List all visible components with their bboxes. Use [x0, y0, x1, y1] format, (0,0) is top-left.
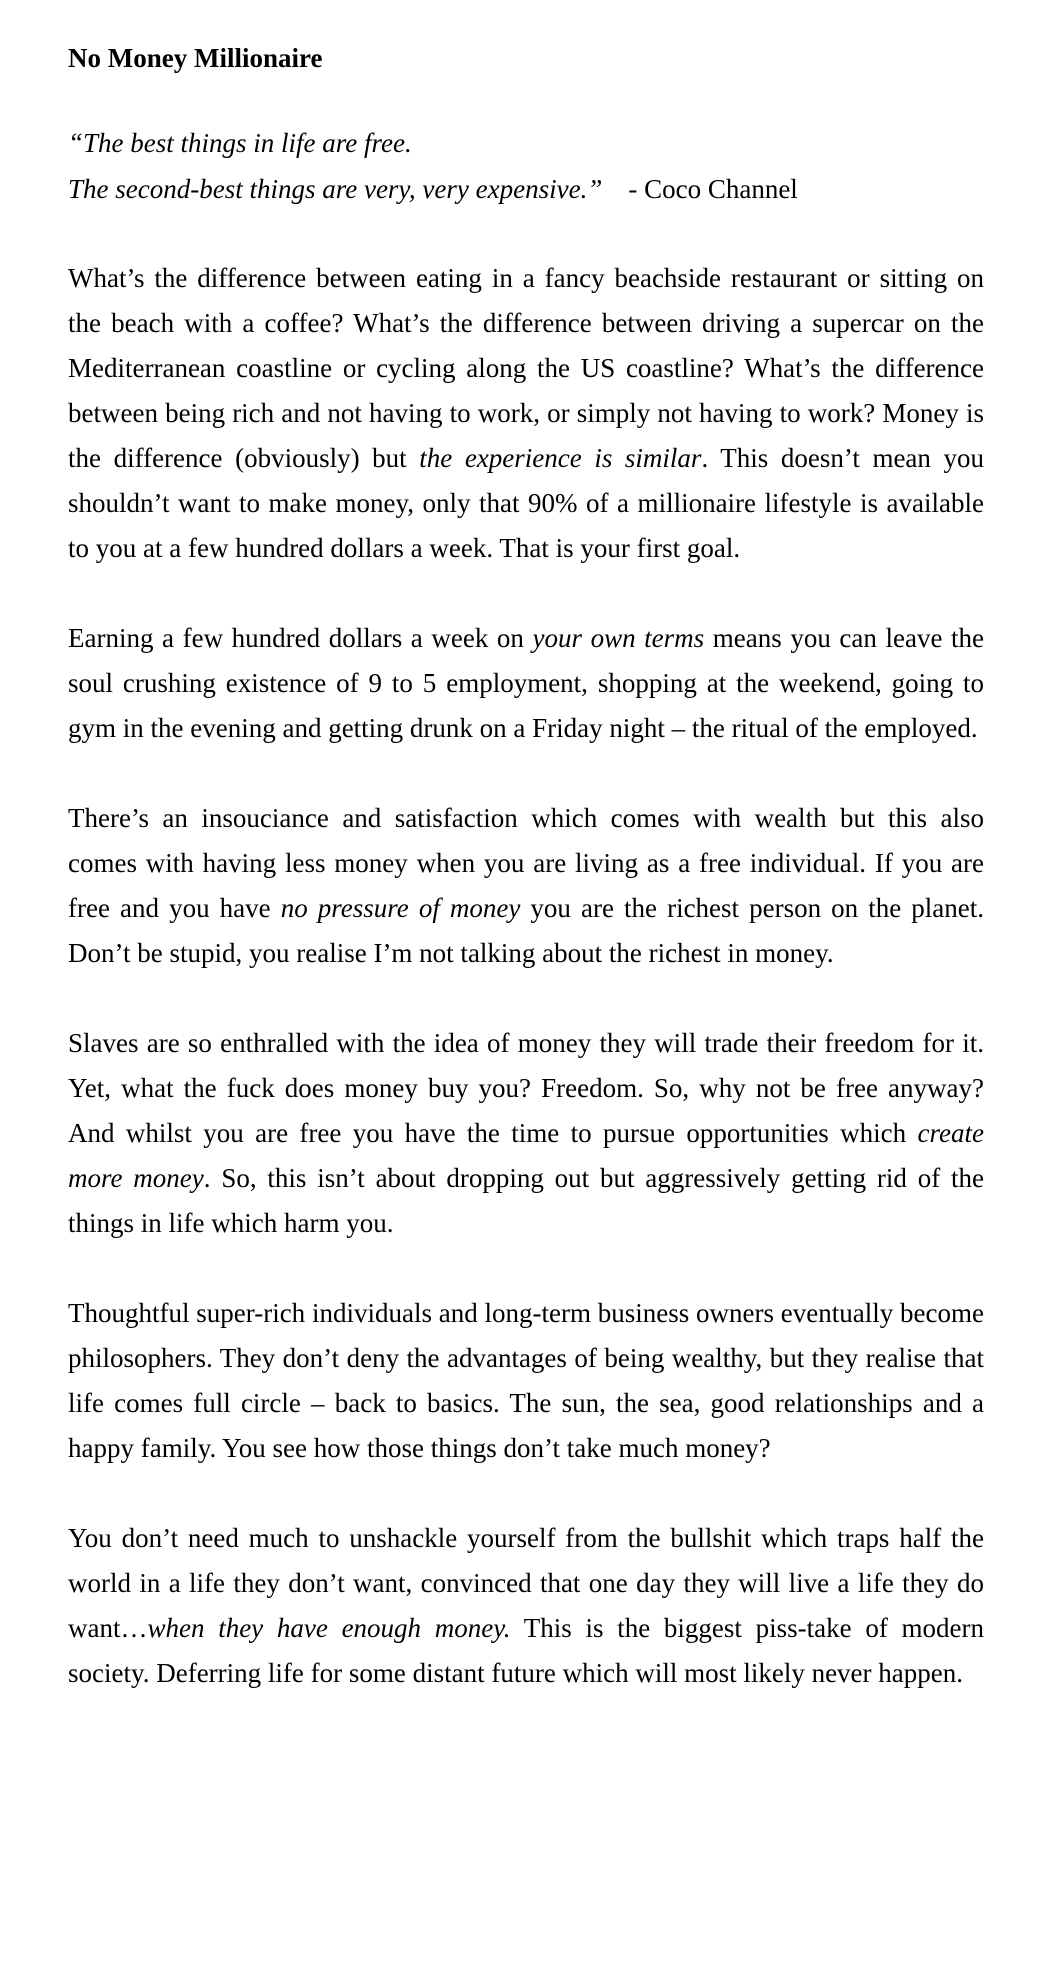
emphasis-text: no pressure of money — [280, 893, 521, 923]
paragraph-5: Thoughtful super-rich individuals and long-term business owners eventually become philosophers. They don’t deny the advantages of being wealthy, but they realise that life comes full circle – back to basics. The sun, the sea, good relationships and a happy family. You see how those things don’t take much money? — [68, 1298, 984, 1463]
emphasis-text: when they have enough money. — [147, 1613, 511, 1643]
quote-attribution: - Coco Channel — [628, 174, 798, 204]
paragraph-2: Earning a few hundred dollars a week on your own terms means you can leave the soul crushing existence of 9 to 5 employment, shopping at the weekend, going to gym in the evening and getting drunk on a Friday night – the ritual of the employed. — [68, 623, 984, 743]
paragraph-1: What’s the difference between eating in a fancy beachside restaurant or sitting on the beach with a coffee? What’s the difference between driving a supercar on the Mediterranean coastline or cycling along the US coastline? What’s the difference between being rich and not having to work, or simply not having to work? Money is the difference (obviously) but the experience is similar. This doesn’t mean you shouldn’t want to make money, only that 90% of a millionaire lifestyle is available to you at a few hundred dollars a week. That is your first goal. — [68, 263, 985, 563]
paragraph-4: Slaves are so enthralled with the idea of money they will trade their freedom for it. Yet, what the fuck does money buy you? Freedom. So, why not be free anyway? And whilst you are free you have the time to pursue opportunities which create more money. So, this isn’t about dropping out but aggressively getting rid of the things in life which harm you. — [68, 1028, 984, 1238]
epigraph-quote — [68, 120, 984, 212]
quote-line-1: “The best things in life are free. — [68, 128, 412, 158]
emphasis-text: create more money — [68, 1118, 984, 1193]
emphasis-text: your own terms — [532, 623, 705, 653]
emphasis-text: the experience is similar — [419, 443, 702, 473]
paragraph-6: You don’t need much to unshackle yourself from the bullshit which traps half the world in a life they don’t want, convinced that one day they will live a life they do want…when they have enough money. This is the biggest piss-take of modern society. Deferring life for some distant future which will most likely never happen. — [68, 1523, 985, 1688]
document-title: No Money Millionaire — [68, 43, 323, 73]
quote-line-2: The second-best things are very, very expensive.” - Coco Channel — [68, 174, 798, 204]
paragraph-3: There’s an insouciance and satisfaction which comes with wealth but this also comes with having less money when you are living as a free individual. If you are free and you have no pressure of money you are the richest person on the planet. Don’t be stupid, you realise I’m not talking about the richest in money. — [68, 803, 985, 968]
